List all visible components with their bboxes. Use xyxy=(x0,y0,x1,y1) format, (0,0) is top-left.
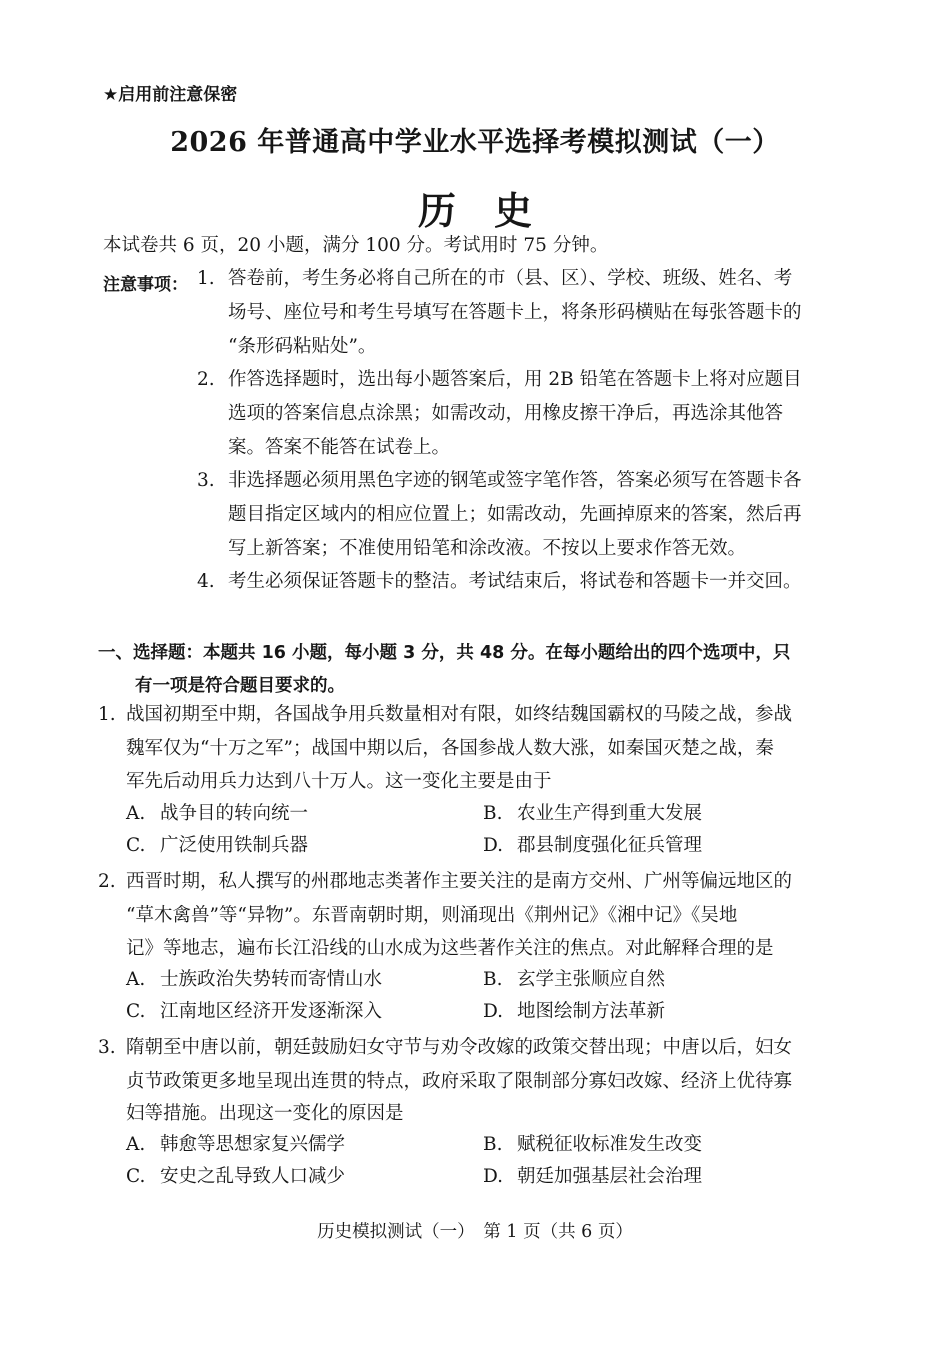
section-heading-cont: 有一项是符合题目要求的。 xyxy=(135,676,345,696)
note-line: 答卷前，考生务必将自己所在的市（县、区）、学校、班级、姓名、考 xyxy=(228,268,793,289)
option-text: 农业生产得到重大发展 xyxy=(517,803,703,824)
note-line: 场号、座位号和考生号填写在答题卡上，将条形码横贴在每张答题卡的 xyxy=(228,302,802,323)
note-line: 考生必须保证答题卡的整洁。考试结束后，将试卷和答题卡一并交回。 xyxy=(228,571,802,592)
note-number: 3. xyxy=(197,470,215,491)
note-line: “条形码粘贴处”。 xyxy=(228,336,377,357)
exam-title: 2026 年普通高中学业水平选择考模拟测试（一） xyxy=(170,127,780,158)
option-label: C. xyxy=(126,1166,146,1187)
notes-label: 注意事项： xyxy=(103,275,188,295)
option-label: A. xyxy=(126,969,146,990)
question-line: 贞节政策更多地呈现出连贯的特点，政府采取了限制部分寡妇改嫁、经济上优待寡 xyxy=(126,1071,793,1092)
note-line: 非选择题必须用黑色字迹的钢笔或签字笔作答，答案必须写在答题卡各 xyxy=(228,470,802,491)
question-line: 西晋时期，私人撰写的州郡地志类著作主要关注的是南方交州、广州等偏远地区的 xyxy=(126,871,793,892)
option-text: 郡县制度强化征兵管理 xyxy=(517,835,703,856)
option-label: B. xyxy=(483,803,503,824)
option-label: D. xyxy=(483,835,504,856)
page-footer: 历史模拟测试（一） 第 1 页（共 6 页） xyxy=(317,1222,633,1242)
note-line: 作答选择题时，选出每小题答案后，用 2B 铅笔在答题卡上将对应题目 xyxy=(228,369,802,390)
question-number: 2. xyxy=(98,871,116,892)
option-text: 士族政治失势转而寄情山水 xyxy=(160,969,383,990)
question-line: “草木禽兽”等“异物”。东晋南朝时期，则涌现出《荆州记》《湘中记》《吴地 xyxy=(126,905,738,926)
note-number: 4. xyxy=(197,571,215,592)
option-text: 赋税征收标准发生改变 xyxy=(517,1134,703,1155)
option-text: 朝廷加强基层社会治理 xyxy=(517,1166,703,1187)
question-line: 军先后动用兵力达到八十万人。这一变化主要是由于 xyxy=(126,771,552,792)
note-number: 1. xyxy=(197,268,215,289)
question-line: 战国初期至中期，各国战争用兵数量相对有限，如终结魏国霸权的马陵之战，参战 xyxy=(126,704,793,725)
option-label: C. xyxy=(126,1001,146,1022)
option-text: 韩愈等思想家复兴儒学 xyxy=(160,1134,346,1155)
note-number: 2. xyxy=(197,369,215,390)
option-text: 江南地区经济开发逐渐深入 xyxy=(160,1001,383,1022)
option-label: B. xyxy=(483,1134,503,1155)
subject-title: 历 史 xyxy=(417,188,532,233)
option-text: 地图绘制方法革新 xyxy=(517,1001,666,1022)
option-text: 安史之乱导致人口减少 xyxy=(160,1166,346,1187)
question-line: 隋朝至中唐以前，朝廷鼓励妇女守节与劝令改嫁的政策交替出现；中唐以后，妇女 xyxy=(126,1037,793,1058)
confidential-notice: ★启用前注意保密 xyxy=(103,85,238,105)
option-label: D. xyxy=(483,1001,504,1022)
question-number: 3. xyxy=(98,1037,116,1058)
question-number: 1. xyxy=(98,704,116,725)
option-text: 战争目的转向统一 xyxy=(160,803,309,824)
option-label: A. xyxy=(126,1134,146,1155)
option-label: A. xyxy=(126,803,146,824)
section-heading: 一、选择题：本题共 16 小题，每小题 3 分，共 48 分。在每小题给出的四个选项中，只 xyxy=(98,643,791,663)
question-line: 妇等措施。出现这一变化的原因是 xyxy=(126,1103,404,1124)
note-line: 题目指定区域内的相应位置上；如需改动，先画掉原来的答案，然后再 xyxy=(228,504,802,525)
question-line: 魏军仅为“十万之军”；战国中期以后，各国参战人数大涨，如秦国灭楚之战，秦 xyxy=(126,738,774,759)
question-line: 记》等地志，遍布长江沿线的山水成为这些著作关注的焦点。对此解释合理的是 xyxy=(126,938,774,959)
exam-intro: 本试卷共 6 页，20 小题，满分 100 分。考试用时 75 分钟。 xyxy=(103,235,609,256)
option-label: C. xyxy=(126,835,146,856)
option-label: D. xyxy=(483,1166,504,1187)
option-text: 玄学主张顺应自然 xyxy=(517,969,666,990)
note-line: 案。答案不能答在试卷上。 xyxy=(228,437,451,458)
note-line: 写上新答案；不准使用铅笔和涂改液。不按以上要求作答无效。 xyxy=(228,538,747,559)
option-label: B. xyxy=(483,969,503,990)
option-text: 广泛使用铁制兵器 xyxy=(160,835,309,856)
note-line: 选项的答案信息点涂黑；如需改动，用橡皮擦干净后，再选涂其他答 xyxy=(228,403,784,424)
